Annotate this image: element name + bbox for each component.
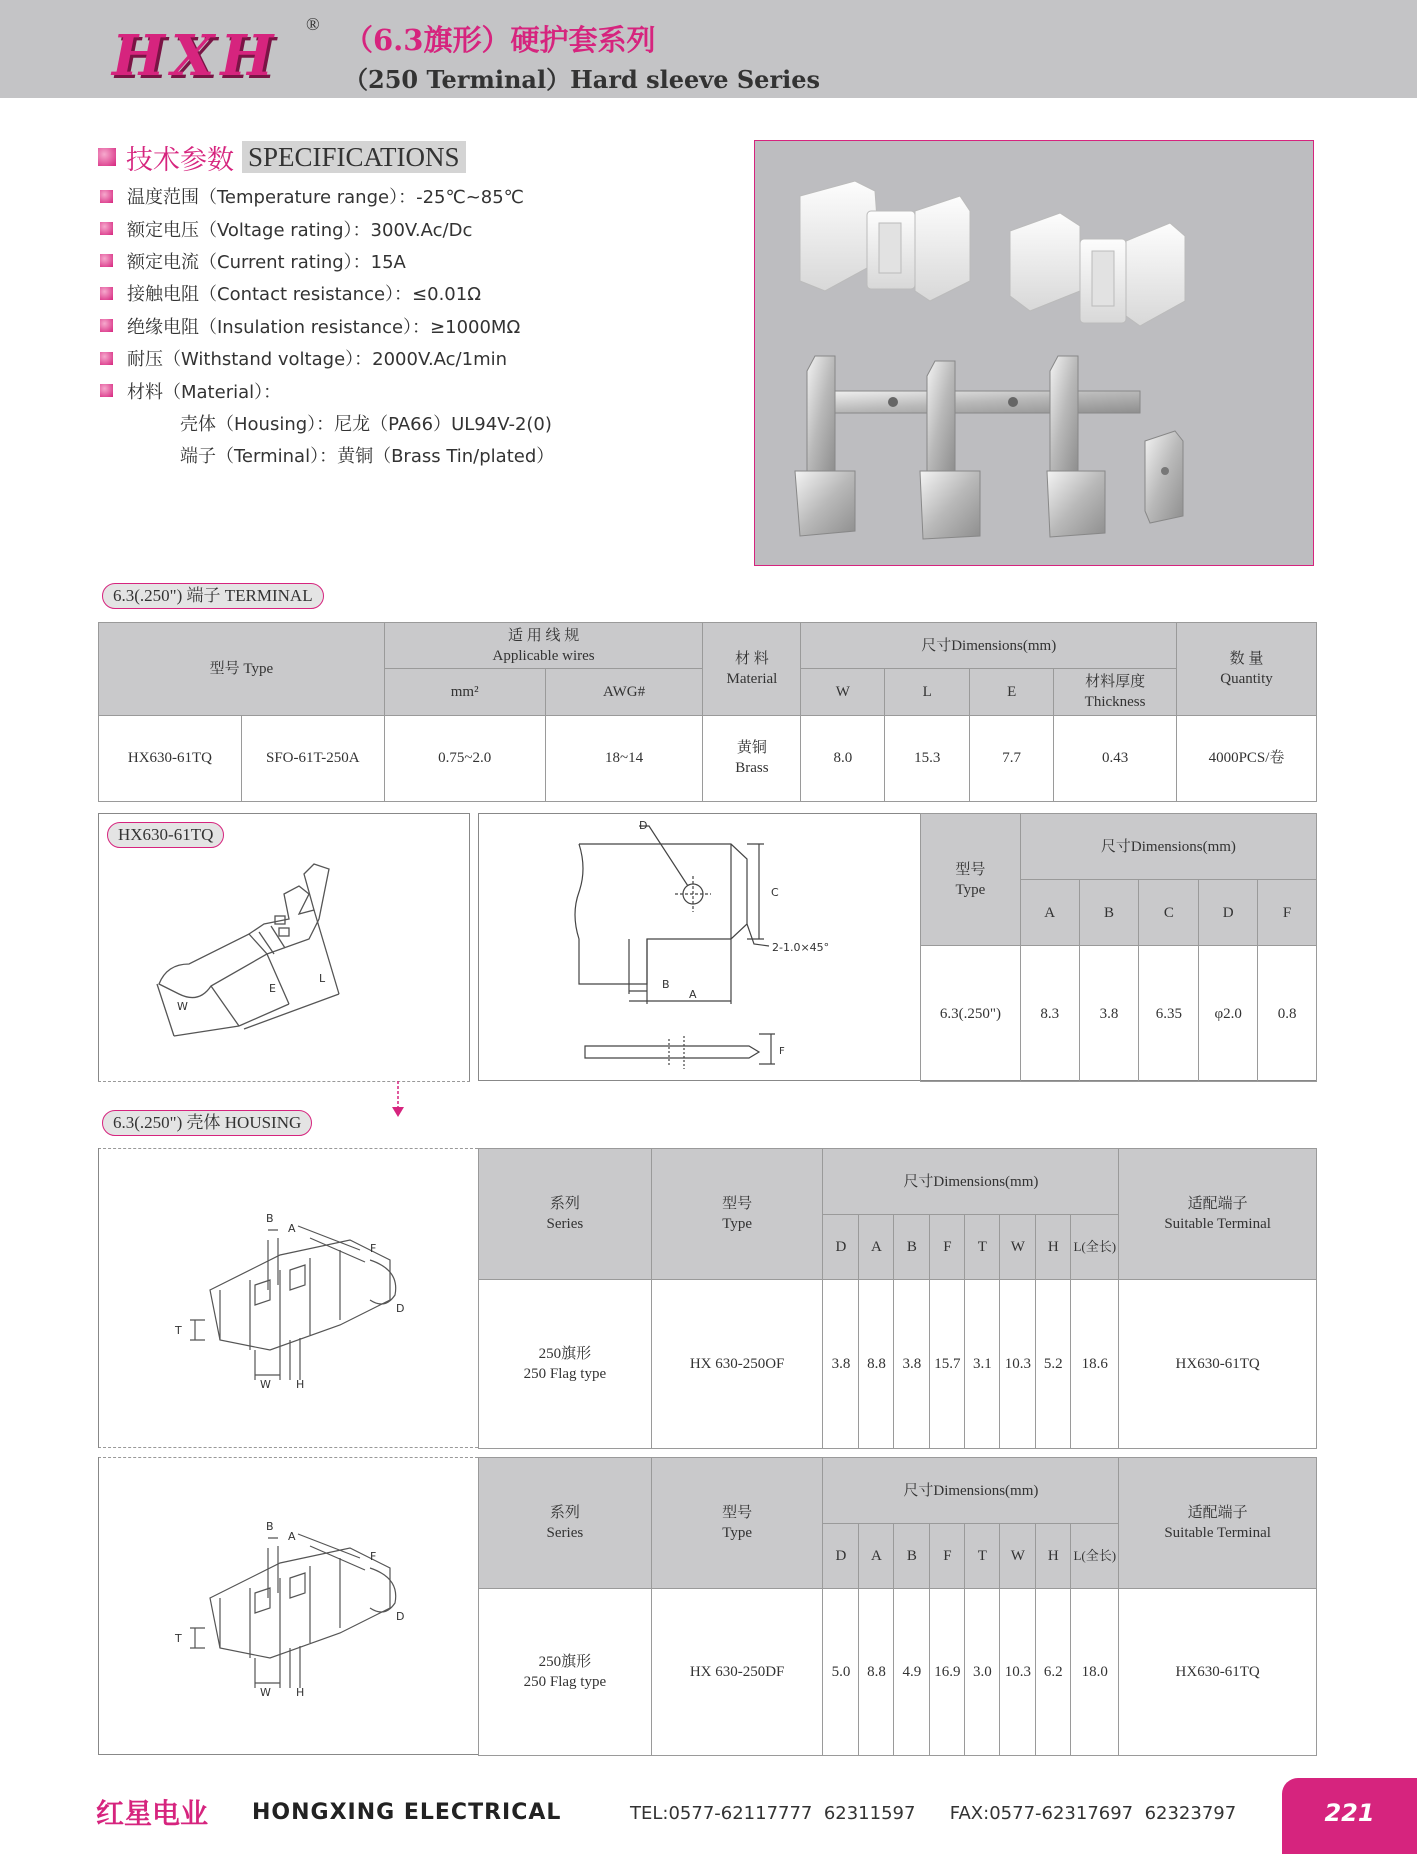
company-name-cn: 红星电业 [96, 1797, 209, 1830]
housing-photo-1 [800, 181, 970, 301]
dim-label-f: F [779, 1046, 785, 1057]
col-header-thickness [1054, 669, 1177, 715]
cell-type: HX 630-250DF [651, 1589, 823, 1756]
cell-series [479, 1280, 652, 1449]
dim-label-b: B [266, 1520, 274, 1533]
cell-a: 8.8 [859, 1589, 894, 1756]
company-name-en: HONGXING ELECTRICAL [252, 1800, 562, 1825]
cell-suitable: HX630-61TQ [1119, 1589, 1317, 1756]
spec-heading-en: SPECIFICATIONS [242, 141, 466, 173]
dim-label-w: W [260, 1686, 271, 1699]
wires-en: Applicable wires [492, 647, 595, 664]
cell-c: 6.35 [1139, 946, 1199, 1082]
housing-drawing-1 [160, 1200, 420, 1400]
col-header-series [479, 1149, 652, 1280]
cell-b: 3.8 [1079, 946, 1139, 1082]
dashed-divider [98, 1148, 478, 1149]
dim-label-d: D [396, 1610, 405, 1623]
specifications-heading [98, 140, 466, 174]
cell-l: 18.6 [1071, 1280, 1119, 1449]
table-row [479, 1589, 1317, 1756]
material-value-en: Brass [735, 760, 769, 777]
housing-drawing-2 [160, 1508, 420, 1708]
cell-mm2: 0.75~2.0 [384, 715, 545, 802]
table-row [99, 715, 1317, 802]
dim-label-a: A [288, 1222, 296, 1235]
table-row [921, 946, 1317, 1082]
dim-label-h: H [296, 1686, 305, 1699]
cell-b: 3.8 [894, 1280, 930, 1449]
cell-f: 16.9 [930, 1589, 965, 1756]
brand-logo: HXH [112, 23, 280, 89]
spec-text: 耐压（Withstand voltage）：2000V.Ac/1min [127, 349, 508, 371]
suitable-en: Suitable Terminal [1164, 1525, 1271, 1541]
section-label-terminal: 6.3(.250") 端子 TERMINAL [102, 583, 324, 609]
suitable-cn: 适配端子 [1187, 1505, 1248, 1521]
col-header-b: B [894, 1215, 930, 1280]
col-header-f: F [930, 1215, 965, 1280]
page-header [0, 0, 1417, 98]
col-header-type [921, 814, 1021, 946]
registered-mark: ® [306, 14, 320, 34]
dashed-divider [98, 1081, 470, 1082]
dim-label-a: A [689, 988, 697, 1001]
col-header-dimensions: 尺寸Dimensions(mm) [1020, 814, 1316, 880]
bullet-icon [100, 384, 113, 397]
col-header-a: A [1020, 880, 1079, 946]
cell-a: 8.3 [1020, 946, 1079, 1082]
col-header-type: 型号 Type [99, 623, 385, 716]
cell-d: 3.8 [823, 1280, 859, 1449]
col-header-h: H [1036, 1215, 1071, 1280]
series-value-cn: 250旗形 [538, 1346, 592, 1362]
dim-label-a: A [288, 1530, 296, 1543]
col-header-material [703, 623, 801, 716]
cell-type: 6.3(.250") [921, 946, 1021, 1082]
type-en: Type [722, 1525, 752, 1541]
col-header-b: B [1079, 880, 1139, 946]
bullet-icon [100, 254, 113, 267]
cell-t: 3.0 [965, 1589, 1000, 1756]
spec-text: 额定电流（Current rating）：15A [127, 251, 406, 273]
col-header-f: F [930, 1524, 965, 1589]
spec-item [100, 277, 554, 309]
col-header-d: D [823, 1215, 859, 1280]
col-header-t: T [965, 1524, 1000, 1589]
qty-cn: 数 量 [1229, 650, 1264, 667]
dim-label-l: L [319, 972, 326, 985]
series-title-cn: （6.3旗形）硬护套系列 [344, 23, 656, 57]
cell-d: 5.0 [823, 1589, 859, 1756]
col-header-a: A [859, 1215, 894, 1280]
series-en: Series [546, 1525, 584, 1541]
spec-item [100, 342, 554, 374]
col-header-t: T [965, 1215, 1000, 1280]
type-cn: 型号 [722, 1196, 753, 1212]
type-en: Type [722, 1216, 752, 1232]
terminal-spec-table [98, 622, 1317, 802]
dim-label-d: D [639, 819, 648, 832]
spec-text: 接触电阻（Contact resistance）：≤0.01Ω [127, 284, 481, 306]
col-header-c: C [1139, 880, 1199, 946]
material-value-cn: 黄铜 [736, 740, 767, 757]
col-header-series [479, 1458, 652, 1589]
table-row [479, 1280, 1317, 1449]
spec-text: 温度范围（Temperature range）：-25℃~85℃ [127, 187, 524, 209]
col-header-mm2: mm² [384, 669, 545, 715]
product-photo [754, 140, 1314, 566]
terminal-drawing-panel [98, 813, 470, 1081]
suitable-en: Suitable Terminal [1164, 1216, 1271, 1232]
cell-suitable: HX630-61TQ [1119, 1280, 1317, 1449]
cell-f: 15.7 [930, 1280, 965, 1449]
spec-item [100, 180, 554, 212]
cell-awg: 18~14 [545, 715, 703, 802]
col-header-dimensions: 尺寸Dimensions(mm) [823, 1149, 1119, 1215]
dashed-divider [98, 1447, 478, 1448]
bullet-icon [100, 352, 113, 365]
type-cn: 型号 [955, 861, 986, 878]
suitable-cn: 适配端子 [1187, 1196, 1248, 1212]
cell-w: 10.3 [1000, 1589, 1036, 1756]
col-header-type [651, 1458, 823, 1589]
col-header-l: L(全长) [1071, 1524, 1119, 1589]
cell-type2: SFO-61T-250A [241, 715, 384, 802]
cell-material [703, 715, 801, 802]
tel-text: TEL:0577-62117777 62311597 [630, 1803, 916, 1824]
col-header-e: E [970, 669, 1054, 715]
cell-d: φ2.0 [1199, 946, 1258, 1082]
cell-a: 8.8 [859, 1280, 894, 1449]
cell-h: 5.2 [1036, 1280, 1071, 1449]
section-label-housing: 6.3(.250") 壳体 HOUSING [102, 1110, 312, 1136]
tab-dimension-table [920, 813, 1317, 1082]
qty-en: Quantity [1220, 670, 1273, 687]
material-cn: 材 料 [735, 650, 769, 667]
dim-label-w: W [260, 1378, 271, 1391]
cell-l: 18.0 [1071, 1589, 1119, 1756]
dim-label-b: B [266, 1212, 274, 1225]
terminal-strip-photo [795, 356, 1140, 539]
dim-label-t: T [175, 1632, 182, 1645]
fax-text: FAX:0577-62317697 62323797 [949, 1803, 1237, 1824]
cell-quantity: 4000PCS/卷 [1177, 715, 1317, 802]
cell-thickness: 0.43 [1054, 715, 1177, 802]
dim-label-d: D [396, 1302, 405, 1315]
col-header-d: D [1199, 880, 1258, 946]
bullet-icon [100, 319, 113, 332]
spec-item [100, 212, 554, 244]
cell-w: 8.0 [801, 715, 885, 802]
series-cn: 系列 [549, 1196, 580, 1212]
col-header-suitable [1119, 1458, 1317, 1589]
col-header-b: B [894, 1524, 930, 1589]
col-header-d: D [823, 1524, 859, 1589]
cell-e: 7.7 [970, 715, 1054, 802]
cell-f: 0.8 [1258, 946, 1317, 1082]
bullet-icon [100, 222, 113, 235]
cell-type1: HX630-61TQ [99, 715, 242, 802]
series-value-en: 250 Flag type [523, 1366, 607, 1382]
col-header-suitable [1119, 1149, 1317, 1280]
spec-item [100, 374, 554, 406]
col-header-a: A [859, 1524, 894, 1589]
cell-type: HX 630-250OF [651, 1280, 823, 1449]
thickness-en: Thickness [1084, 693, 1146, 710]
part-label-pill: HX630-61TQ [107, 822, 224, 848]
type-cn: 型号 [722, 1505, 753, 1521]
bullet-icon [98, 148, 116, 166]
series-value-en: 250 Flag type [523, 1674, 607, 1690]
cell-w: 10.3 [1000, 1280, 1036, 1449]
dim-label-f: F [370, 1550, 377, 1563]
series-value-cn: 250旗形 [538, 1654, 592, 1670]
dim-label-f: F [370, 1242, 377, 1255]
col-header-dimensions: 尺寸Dimensions(mm) [823, 1458, 1119, 1524]
spec-text: 额定电压（Voltage rating）：300V.Ac/Dc [127, 219, 473, 241]
col-header-type [651, 1149, 823, 1280]
dim-label-w: W [177, 1000, 188, 1013]
housing-table-1 [478, 1148, 1317, 1449]
spec-list [100, 180, 554, 472]
wires-cn: 适 用 线 规 [507, 627, 580, 644]
cell-series [479, 1589, 652, 1756]
spec-subitem [100, 439, 554, 471]
cell-t: 3.1 [965, 1280, 1000, 1449]
dim-label-chamfer: 2-1.0×45° [772, 941, 830, 954]
col-header-wires [384, 623, 703, 669]
col-header-awg: AWG# [545, 669, 703, 715]
series-title-en: （250 Terminal）Hard sleeve Series [344, 65, 820, 94]
type-en: Type [955, 881, 986, 898]
cell-h: 6.2 [1036, 1589, 1071, 1756]
dim-label-h: H [296, 1378, 305, 1391]
col-header-w: W [1000, 1524, 1036, 1589]
col-header-w: W [1000, 1215, 1036, 1280]
spec-item [100, 245, 554, 277]
male-tab-photo [1145, 431, 1183, 523]
housing-photo-2 [1010, 213, 1185, 326]
spec-heading-cn: 技术参数 [126, 144, 234, 176]
cell-l: 15.3 [885, 715, 970, 802]
col-header-l: L(全长) [1071, 1215, 1119, 1280]
col-header-l: L [885, 669, 970, 715]
dim-label-b: B [662, 978, 670, 991]
col-header-f: F [1258, 880, 1317, 946]
material-en: Material [726, 670, 778, 687]
dim-label-t: T [175, 1324, 182, 1337]
contact-info [630, 1803, 1236, 1824]
housing-drawing-frame-edge [98, 1148, 99, 1448]
thickness-cn: 材料厚度 [1085, 673, 1146, 690]
housing-table-2 [478, 1457, 1317, 1756]
bullet-icon [100, 190, 113, 203]
dim-label-c: C [771, 886, 779, 899]
down-arrow-icon [390, 1081, 406, 1119]
page-number: 221 [1282, 1778, 1417, 1854]
spec-item [100, 310, 554, 342]
dim-label-e: E [269, 982, 276, 995]
spec-text: 壳体（Housing）：尼龙（PA66）UL94V-2(0) [180, 413, 552, 435]
spec-text: 端子（Terminal）：黄铜（Brass Tin/plated） [180, 446, 555, 468]
spec-subitem [100, 407, 554, 439]
series-en: Series [546, 1216, 584, 1232]
cell-b: 4.9 [894, 1589, 930, 1756]
spec-text: 绝缘电阻（Insulation resistance）：≥1000MΩ [127, 316, 521, 338]
col-header-dimensions: 尺寸Dimensions(mm) [801, 623, 1177, 669]
bullet-icon [100, 287, 113, 300]
col-header-w: W [801, 669, 885, 715]
col-header-quantity [1177, 623, 1317, 716]
col-header-h: H [1036, 1524, 1071, 1589]
series-cn: 系列 [549, 1505, 580, 1521]
spec-text: 材料（Material）： [127, 381, 282, 403]
